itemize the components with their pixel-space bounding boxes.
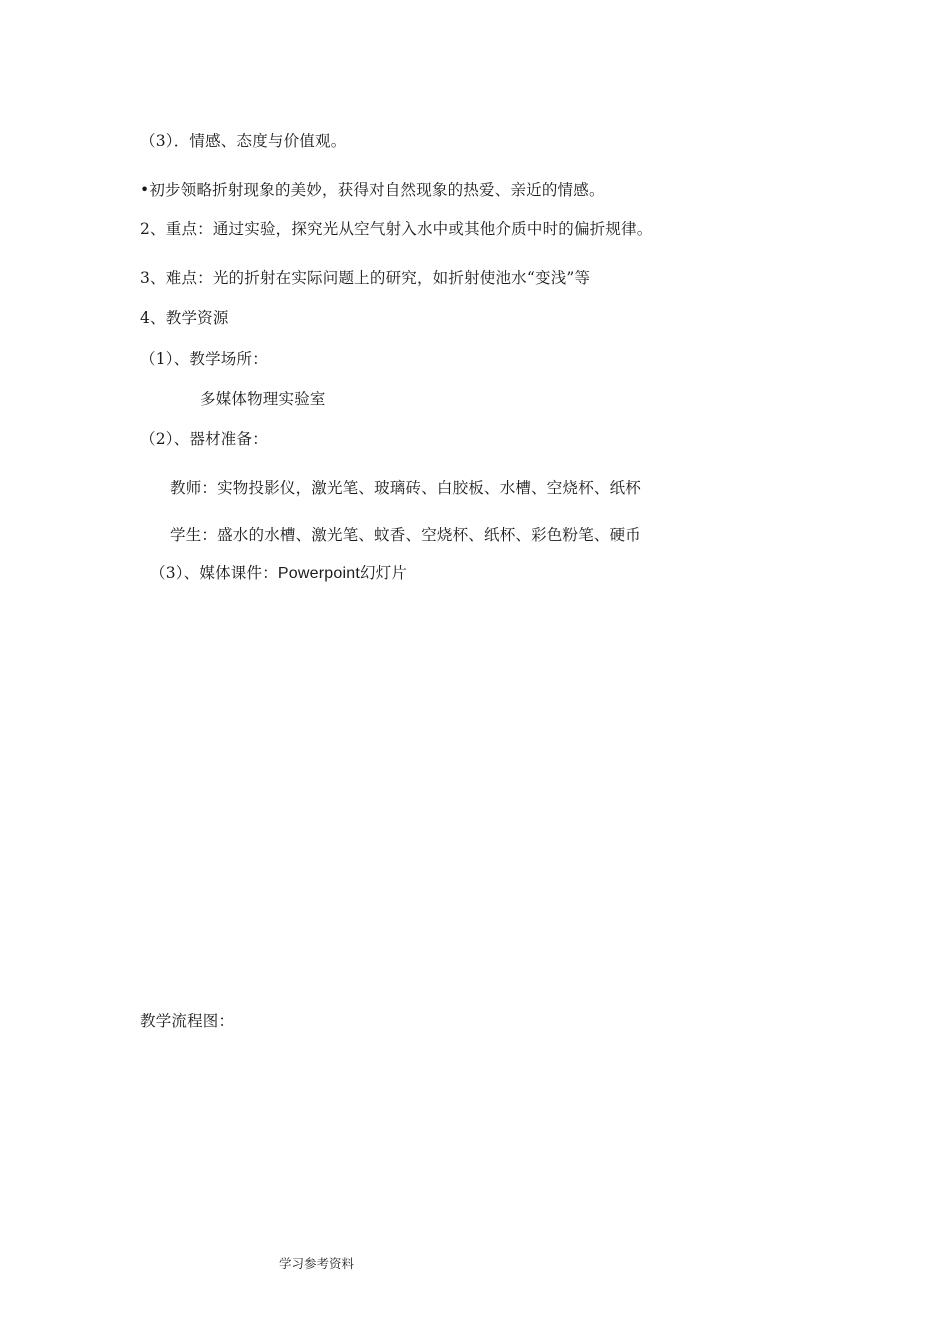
media-courseware-suffix: 幻灯片 <box>359 564 408 582</box>
teacher-equipment-line: 教师：实物投影仪，激光笔、玻璃砖、白胶板、水槽、空烧杯、纸杯 <box>170 479 642 497</box>
media-courseware-software: Powerpoint <box>277 565 360 582</box>
teaching-venue-heading: （1）、教学场所： <box>140 350 268 368</box>
teaching-venue-value: 多媒体物理实验室 <box>200 390 326 408</box>
page-footer: 学习参考资料 <box>279 1256 355 1271</box>
flowchart-heading: 教学流程图： <box>140 1012 235 1030</box>
objective-emotion-item: •初步领略折射现象的美妙，获得对自然现象的热爱、亲近的情感。 <box>140 181 605 199</box>
difficult-point-line: 3、难点：光的折射在实际问题上的研究，如折射使池水“变浅”等 <box>140 269 591 287</box>
key-point-line: 2、重点：通过实验，探究光从空气射入水中或其他介质中时的偏折规律。 <box>140 220 653 238</box>
teaching-resources-heading: 4、教学资源 <box>140 309 229 327</box>
media-courseware-line <box>150 563 407 584</box>
media-courseware-label: （3）、媒体课件： <box>150 564 278 582</box>
equipment-heading: （2）、器材准备： <box>140 430 268 448</box>
objective-emotion-heading: （3）．情感、态度与价值观。 <box>140 132 347 150</box>
student-equipment-line: 学生：盛水的水槽、激光笔、蚊香、空烧杯、纸杯、彩色粉笔、硬币 <box>170 526 642 544</box>
